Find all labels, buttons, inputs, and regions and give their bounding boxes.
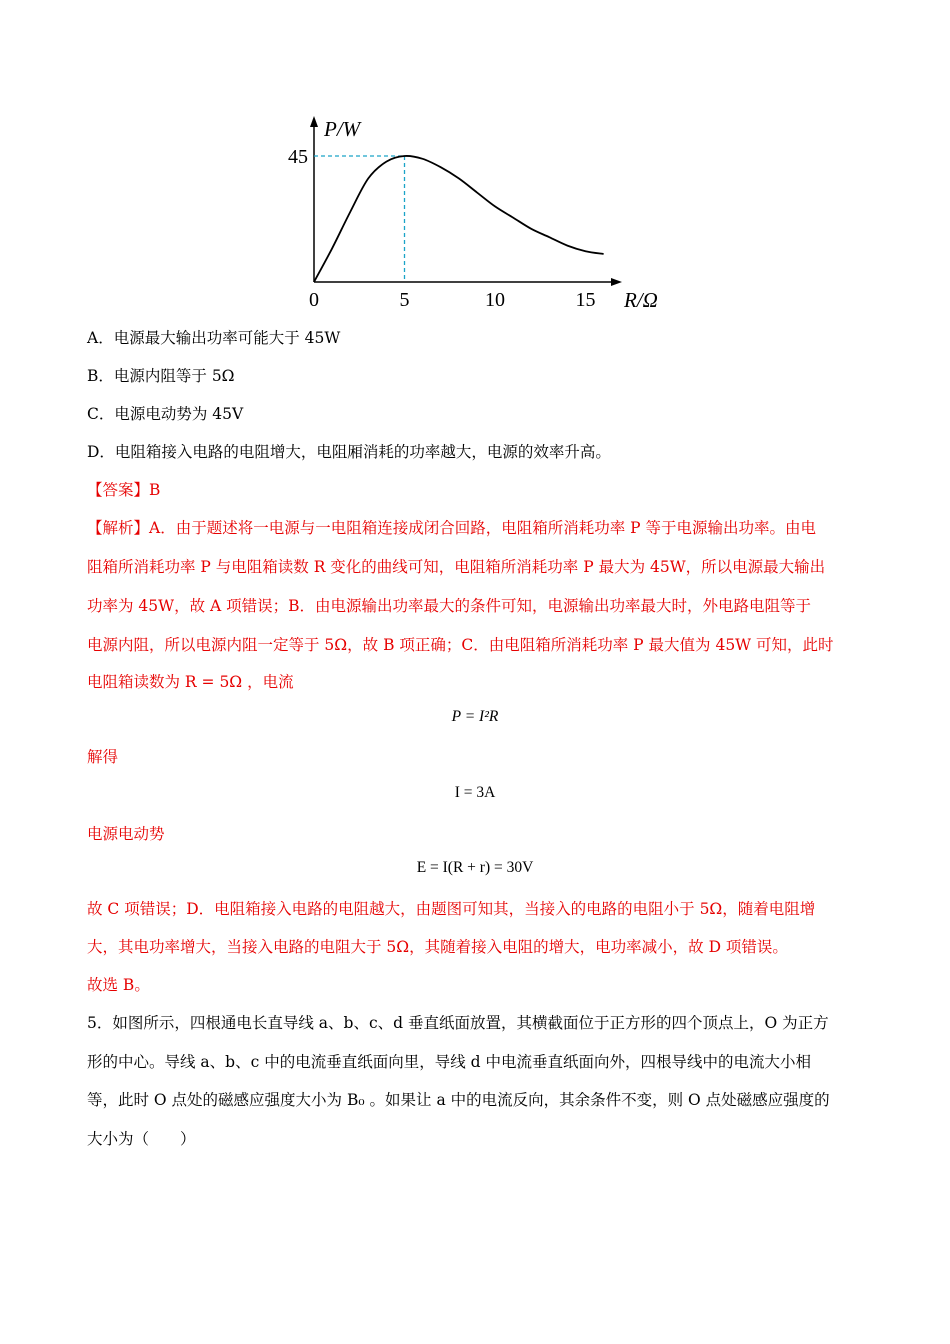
tail-line-3: 故选 B。 xyxy=(87,976,150,994)
y-tick-label: 45 xyxy=(288,146,308,168)
analysis-line-3: 功率为 45W，故 A 项错误；B．由电源输出功率最大的条件可知，电源输出功率最大时，外电路电阻等于 xyxy=(87,597,812,615)
tail-line-1: 故 C 项错误；D．电阻箱接入电路的电阻越大，由题图可知其，当接入的电路的电阻小于 5Ω，随着电阻增 xyxy=(87,900,816,918)
x-axis-arrow xyxy=(611,278,622,286)
tail-line-2: 大，其电功率增大，当接入电路的电阻大于 5Ω，其随着接入电阻的增大，电功率减小，故 D 项错误。 xyxy=(87,938,788,956)
jiede-label: 解得 xyxy=(87,748,119,766)
q5-line-2: 形的中心。导线 a、b、c 中的电流垂直纸面向里，导线 d 中电流垂直纸面向外，四根导线中的电流大小相 xyxy=(87,1053,811,1071)
analysis-line-5: 电阻箱读数为 R = 5Ω ，电流 xyxy=(87,673,294,691)
option-a: A．电源最大输出功率可能大于 45W xyxy=(87,329,341,347)
x-tick-label: 5 xyxy=(399,289,410,311)
equation-2: I = 3A xyxy=(454,784,496,801)
x-tick-label: 15 xyxy=(575,289,596,311)
option-b: B．电源内阻等于 5Ω xyxy=(87,367,235,385)
option-d: D．电阻箱接入电路的电阻增大，电阻厢消耗的功率越大，电源的效率升高。 xyxy=(87,443,611,461)
x-axis-label: R/Ω xyxy=(624,288,658,312)
power-resistance-chart xyxy=(270,110,690,320)
emf-label: 电源电动势 xyxy=(87,825,165,843)
y-axis-label: P/W xyxy=(324,117,361,141)
analysis-line-2: 阻箱所消耗功率 P 与电阻箱读数 R 变化的曲线可知，电阻箱所消耗功率 P 最大为 45W，所以电源最大输出 xyxy=(87,558,826,576)
analysis-line-1: 【解析】A．由于题述将一电源与一电阻箱连接成闭合回路，电阻箱所消耗功率 P 等于电源输出功率。由电 xyxy=(87,519,816,537)
equation-3: E = I(R + r) = 30V xyxy=(416,859,534,876)
answer: 【答案】B xyxy=(87,481,161,499)
x-tick-label: 0 xyxy=(309,289,319,311)
x-tick-label: 10 xyxy=(485,289,505,311)
equation-1: P = I²R xyxy=(451,708,499,725)
q5-line-4: 大小为（ ） xyxy=(87,1130,196,1148)
q5-line-3: 等，此时 O 点处的磁感应强度大小为 B₀ 。如果让 a 中的电流反向，其余条件不变，则 O 点处磁感应强度的 xyxy=(87,1091,830,1109)
q5-line-1: 5．如图所示，四根通电长直导线 a、b、c、d 垂直纸面放置，其横截面位于正方形的四个顶点上，O 为正方 xyxy=(87,1014,829,1032)
option-c: C．电源电动势为 45V xyxy=(87,405,244,423)
analysis-line-4: 电源内阻，所以电源内阻一定等于 5Ω，故 B 项正确；C．由电阻箱所消耗功率 P 最大值为 45W 可知，此时 xyxy=(87,636,834,654)
power-curve xyxy=(314,156,604,282)
y-axis-arrow xyxy=(310,116,318,127)
